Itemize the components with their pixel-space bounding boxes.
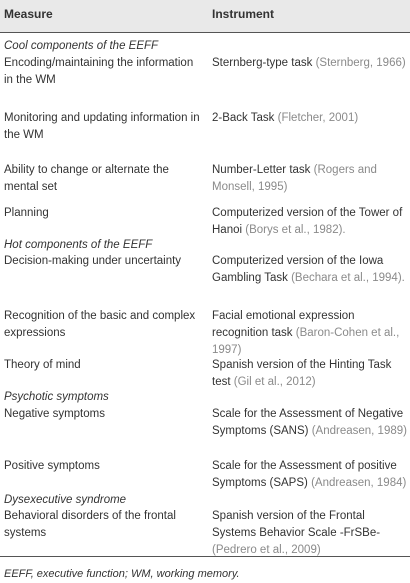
measure-cell: Negative symptoms [4, 408, 105, 420]
measure-cell: Behavioral disorders of the frontal systems [4, 510, 176, 539]
instrument-cell: Number-Letter task (Rogers and Monsell, 1995) [212, 164, 377, 193]
header-rule [0, 32, 410, 33]
instrument-cell: Computerized version of the Iowa Gambling Task (Bechara et al., 1994). [212, 255, 405, 284]
measure-cell: Planning [4, 207, 49, 219]
section-title: Cool components of the EEFF [4, 40, 159, 52]
bottom-rule [0, 556, 410, 557]
reference: (Fletcher, 2001) [277, 112, 359, 124]
instrument-cell: Spanish version of the Frontal Systems Behavior Scale -FrSBe- (Pedrero et al., 2009) [212, 510, 381, 556]
instrument-cell: Scale for the Assessment of Negative Symptoms (SANS) (Andreasen, 1989) [212, 408, 407, 437]
instrument-cell: Facial emotional expression recognition task (Baron-Cohen et al., 1997) [212, 310, 400, 356]
footnote: EEFF, executive function; WM, working memory. [4, 568, 240, 580]
section-title: Dysexecutive syndrome [4, 494, 127, 506]
measure-cell: Positive symptoms [4, 460, 100, 472]
reference: (Andreasen, 1989) [311, 425, 407, 437]
header-measure: Measure [4, 7, 53, 21]
measure-cell: Ability to change or alternate the mental set [4, 164, 169, 193]
reference: (Borys et al., 1982). [245, 224, 346, 236]
reference: (Pedrero et al., 2009) [212, 544, 321, 556]
table-header [0, 0, 410, 32]
measure-cell: Recognition of the basic and complex expressions [4, 310, 196, 339]
instrument-cell: Sternberg-type task (Sternberg, 1966) [212, 57, 406, 69]
instrument-cell: Scale for the Assessment of positive Symptoms (SAPS) (Andreasen, 1984) [212, 460, 407, 489]
header-instrument: Instrument [212, 7, 275, 21]
reference: (Sternberg, 1966) [315, 57, 406, 69]
section-title: Hot components of the EEFF [4, 239, 153, 251]
reference: (Gil et al., 2012) [233, 376, 316, 388]
measure-cell: Encoding/maintaining the information in the WM [4, 57, 194, 86]
reference: (Rogers and Monsell, 1995) [212, 164, 377, 193]
reference: (Bechara et al., 1994). [291, 272, 405, 284]
measure-cell: Decision-making under uncertainty [4, 255, 182, 267]
instrument-cell: Computerized version of the Tower of Hanoi (Borys et al., 1982). [212, 207, 403, 236]
instrument-cell: Spanish version of the Hinting Task test (Gil et al., 2012) [212, 359, 392, 388]
measure-cell: Theory of mind [4, 359, 81, 371]
instrument-cell: 2-Back Task (Fletcher, 2001) [212, 112, 359, 124]
reference: (Andreasen, 1984) [311, 477, 407, 489]
reference: (Baron-Cohen et al., 1997) [212, 327, 400, 356]
section-title: Psychotic symptoms [4, 391, 109, 403]
measure-cell: Monitoring and updating information in the WM [4, 112, 200, 141]
